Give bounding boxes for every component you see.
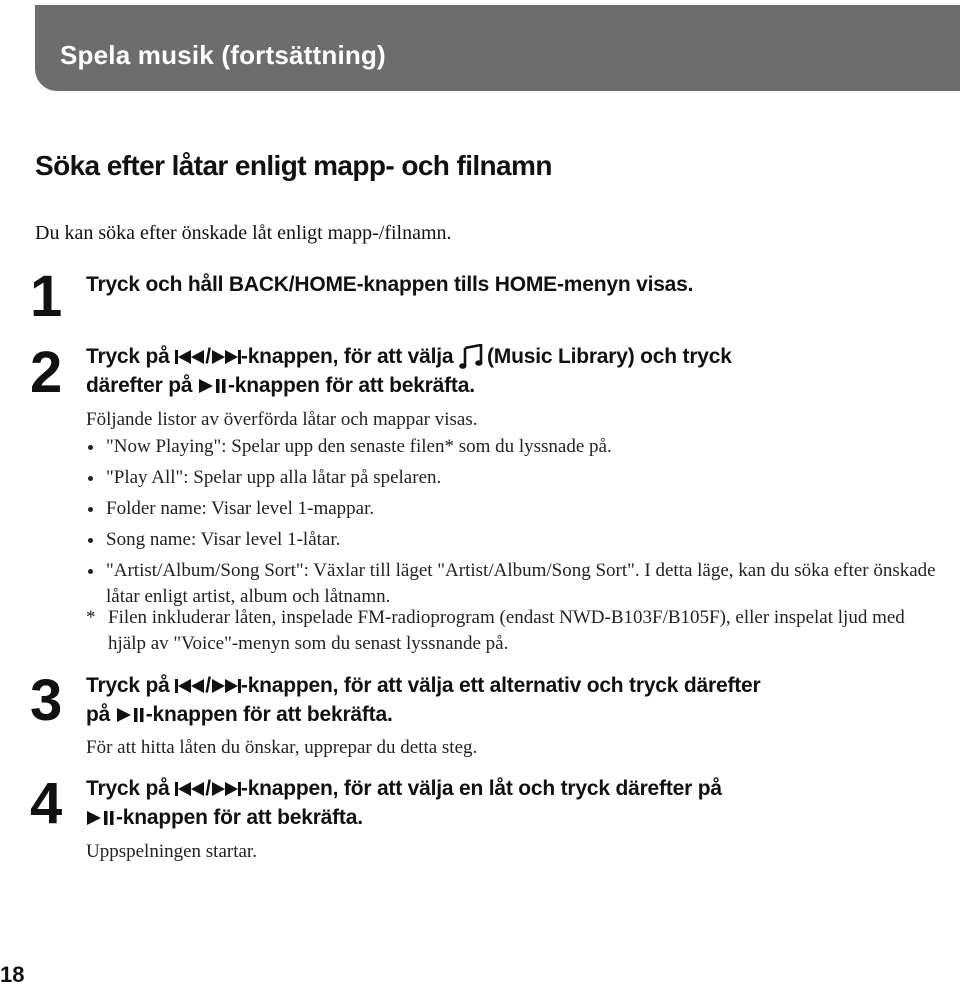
step-number-3: 3 [30,668,63,733]
step-4-text-a: Tryck på [86,777,176,800]
footnote-mark: * [86,607,96,628]
step-4-text-d: -knappen för att bekräfta. [116,806,363,829]
list-item: "Now Playing": Spelar upp den senaste filen* som du lyssnade på. [86,434,946,460]
bullet-icon [88,507,93,512]
previous-track-icon [175,349,205,365]
play-pause-icon [198,378,228,394]
music-note-icon [459,344,483,370]
next-track-icon [211,349,241,365]
step-2-text-e: därefter på [86,374,198,397]
step-4-text-b: / [205,777,211,800]
section-title: Söka efter låtar enligt mapp- och filnamn [35,150,552,181]
step-number-2: 2 [30,340,63,405]
next-track-icon [211,678,241,694]
list-item: Folder name: Visar level 1-mappar. [86,496,946,522]
step-2-line-1 [86,342,732,371]
step-2-line-2 [86,371,475,400]
step-number-4: 4 [30,771,63,836]
step-2-body: Följande listor av överförda låtar och mappar visas. [86,409,478,430]
bullet-icon [88,538,93,543]
previous-track-icon [175,678,205,694]
next-track-icon [211,781,241,797]
list-item: "Artist/Album/Song Sort": Växlar till läget "Artist/Album/Song Sort". I detta läge, kan du söka efter önskade låtar enligt artist, album och låtnamn. [86,558,946,610]
play-pause-icon [86,810,116,826]
step-2-text-a: Tryck på [86,345,176,368]
step-3-line-2 [86,700,393,729]
list-item: "Play All": Spelar upp alla låtar på spelaren. [86,465,946,491]
library-list [86,434,946,615]
step-2-text-c: -knappen, för att välja [240,345,459,368]
list-item: Song name: Visar level 1-låtar. [86,527,946,553]
step-3-line-1 [86,671,761,700]
footnote-text: Filen inkluderar låten, inspelade FM-radioprogram (endast NWD-B103F/B105F), eller inspelat ljud med hjälp av "Voice"-menyn som du senast lyssnande på. [108,607,905,654]
bullet-icon [88,569,93,574]
play-pause-icon [116,707,146,723]
page-number: 18 [0,962,25,987]
intro-text: Du kan söka efter önskade låt enligt mapp-/filnamn. [35,222,452,244]
step-2-text-f: -knappen för att bekräfta. [227,374,475,397]
step-3-body: För att hitta låten du önskar, upprepar du detta steg. [86,737,478,758]
step-4-text-c: -knappen, för att välja en låt och tryck därefter på [240,777,722,800]
step-2-text-d: (Music Library) och tryck [487,345,732,368]
footnote [86,605,946,657]
header-title: Spela musik (fortsättning) [60,40,386,70]
step-3-text-a: Tryck på [86,674,176,697]
step-4-line-2 [86,803,363,832]
bullet-icon [88,476,93,481]
bullet-icon [88,445,93,450]
step-4-line-1 [86,774,722,803]
step-number-1: 1 [30,264,63,329]
previous-track-icon [175,781,205,797]
step-3-text-d: på [86,703,116,726]
step-3-text-b: / [205,674,211,697]
step-3-text-e: -knappen för att bekräfta. [145,703,393,726]
step-3-text-c: -knappen, för att välja ett alternativ och tryck därefter [240,674,761,697]
step-4-body: Uppspelningen startar. [86,841,257,862]
step-1-text: Tryck och håll BACK/HOME-knappen tills HOME-menyn visas. [86,273,694,296]
step-2-text-b: / [205,345,211,368]
